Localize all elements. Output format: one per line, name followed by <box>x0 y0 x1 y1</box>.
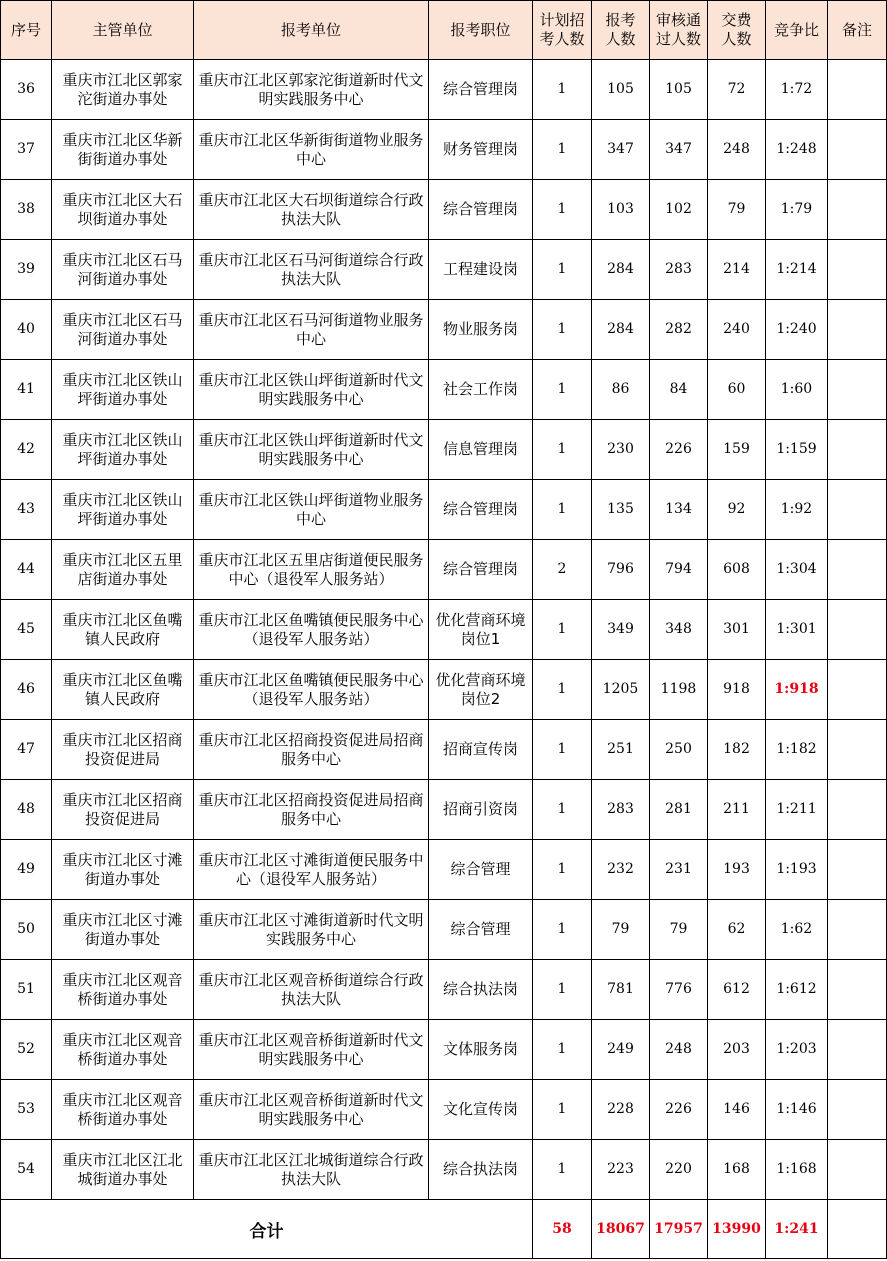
cell-unit: 重庆市江北区鱼嘴镇便民服务中心（退役军人服务站） <box>194 600 429 660</box>
cell-paid: 301 <box>708 600 766 660</box>
cell-plan: 1 <box>533 900 592 960</box>
cell-position: 招商引资岗 <box>429 780 533 840</box>
header-applied: 报考人数 <box>592 1 650 60</box>
cell-seq: 51 <box>1 960 52 1020</box>
header-position: 报考职位 <box>429 1 533 60</box>
cell-applied: 283 <box>592 780 650 840</box>
cell-seq: 54 <box>1 1140 52 1200</box>
cell-unit: 重庆市江北区招商投资促进局招商服务中心 <box>194 720 429 780</box>
cell-note <box>828 240 887 300</box>
cell-note <box>828 840 887 900</box>
cell-ratio: 1:79 <box>766 180 828 240</box>
cell-supervisor: 重庆市江北区寸滩街道办事处 <box>52 900 194 960</box>
cell-paid: 203 <box>708 1020 766 1080</box>
cell-seq: 48 <box>1 780 52 840</box>
cell-note <box>828 480 887 540</box>
cell-passed: 794 <box>650 540 708 600</box>
table-row <box>1 600 887 660</box>
cell-ratio: 1:72 <box>766 60 828 120</box>
cell-passed: 134 <box>650 480 708 540</box>
cell-note <box>828 780 887 840</box>
cell-position: 工程建设岗 <box>429 240 533 300</box>
cell-passed: 348 <box>650 600 708 660</box>
cell-plan: 1 <box>533 660 592 720</box>
cell-unit: 重庆市江北区鱼嘴镇便民服务中心（退役军人服务站） <box>194 660 429 720</box>
cell-supervisor: 重庆市江北区郭家沱街道办事处 <box>52 60 194 120</box>
cell-supervisor: 重庆市江北区招商投资促进局 <box>52 720 194 780</box>
cell-unit: 重庆市江北区寸滩街道便民服务中心（退役军人服务站） <box>194 840 429 900</box>
cell-position: 综合管理岗 <box>429 480 533 540</box>
total-passed: 17957 <box>650 1200 708 1259</box>
cell-position: 综合管理岗 <box>429 180 533 240</box>
header-seq: 序号 <box>1 1 52 60</box>
cell-unit: 重庆市江北区观音桥街道新时代文明实践服务中心 <box>194 1020 429 1080</box>
header-plan: 计划招考人数 <box>533 1 592 60</box>
total-paid: 13990 <box>708 1200 766 1259</box>
table-body <box>1 60 887 1200</box>
cell-applied: 228 <box>592 1080 650 1140</box>
cell-supervisor: 重庆市江北区大石坝街道办事处 <box>52 180 194 240</box>
cell-supervisor: 重庆市江北区江北城街道办事处 <box>52 1140 194 1200</box>
header-row <box>1 1 887 60</box>
cell-plan: 1 <box>533 1140 592 1200</box>
cell-position: 优化营商环境岗位2 <box>429 660 533 720</box>
cell-passed: 226 <box>650 1080 708 1140</box>
cell-supervisor: 重庆市江北区铁山坪街道办事处 <box>52 360 194 420</box>
cell-passed: 226 <box>650 420 708 480</box>
cell-plan: 1 <box>533 1020 592 1080</box>
header-supervisor: 主管单位 <box>52 1 194 60</box>
cell-plan: 1 <box>533 480 592 540</box>
cell-ratio: 1:918 <box>766 660 828 720</box>
table-row <box>1 840 887 900</box>
cell-paid: 159 <box>708 420 766 480</box>
cell-paid: 168 <box>708 1140 766 1200</box>
cell-position: 优化营商环境岗位1 <box>429 600 533 660</box>
cell-paid: 211 <box>708 780 766 840</box>
cell-applied: 223 <box>592 1140 650 1200</box>
cell-supervisor: 重庆市江北区招商投资促进局 <box>52 780 194 840</box>
cell-seq: 52 <box>1 1020 52 1080</box>
cell-passed: 776 <box>650 960 708 1020</box>
cell-ratio: 1:301 <box>766 600 828 660</box>
cell-applied: 781 <box>592 960 650 1020</box>
table-row <box>1 300 887 360</box>
cell-paid: 182 <box>708 720 766 780</box>
cell-ratio: 1:146 <box>766 1080 828 1140</box>
cell-plan: 1 <box>533 360 592 420</box>
cell-supervisor: 重庆市江北区石马河街道办事处 <box>52 240 194 300</box>
cell-unit: 重庆市江北区石马河街道物业服务中心 <box>194 300 429 360</box>
cell-note <box>828 900 887 960</box>
cell-plan: 1 <box>533 240 592 300</box>
cell-ratio: 1:182 <box>766 720 828 780</box>
cell-plan: 1 <box>533 60 592 120</box>
cell-seq: 36 <box>1 60 52 120</box>
total-row <box>1 1200 887 1259</box>
cell-position: 财务管理岗 <box>429 120 533 180</box>
cell-passed: 231 <box>650 840 708 900</box>
cell-paid: 214 <box>708 240 766 300</box>
header-paid: 交费人数 <box>708 1 766 60</box>
header-ratio: 竞争比 <box>766 1 828 60</box>
cell-ratio: 1:248 <box>766 120 828 180</box>
cell-unit: 重庆市江北区大石坝街道综合行政执法大队 <box>194 180 429 240</box>
cell-position: 文体服务岗 <box>429 1020 533 1080</box>
cell-position: 综合管理 <box>429 840 533 900</box>
cell-note <box>828 600 887 660</box>
cell-seq: 40 <box>1 300 52 360</box>
table-row <box>1 120 887 180</box>
cell-position: 综合管理岗 <box>429 540 533 600</box>
cell-passed: 250 <box>650 720 708 780</box>
cell-seq: 46 <box>1 660 52 720</box>
cell-note <box>828 1080 887 1140</box>
cell-plan: 1 <box>533 120 592 180</box>
table-row <box>1 420 887 480</box>
cell-unit: 重庆市江北区五里店街道便民服务中心（退役军人服务站） <box>194 540 429 600</box>
cell-passed: 79 <box>650 900 708 960</box>
total-ratio: 1:241 <box>766 1200 828 1259</box>
cell-note <box>828 120 887 180</box>
cell-supervisor: 重庆市江北区石马河街道办事处 <box>52 300 194 360</box>
cell-plan: 1 <box>533 780 592 840</box>
cell-applied: 230 <box>592 420 650 480</box>
cell-supervisor: 重庆市江北区鱼嘴镇人民政府 <box>52 600 194 660</box>
cell-position: 综合管理 <box>429 900 533 960</box>
cell-supervisor: 重庆市江北区华新街街道办事处 <box>52 120 194 180</box>
cell-unit: 重庆市江北区观音桥街道新时代文明实践服务中心 <box>194 1080 429 1140</box>
cell-supervisor: 重庆市江北区观音桥街道办事处 <box>52 1080 194 1140</box>
cell-unit: 重庆市江北区郭家沱街道新时代文明实践服务中心 <box>194 60 429 120</box>
cell-seq: 39 <box>1 240 52 300</box>
cell-position: 文化宣传岗 <box>429 1080 533 1140</box>
cell-ratio: 1:168 <box>766 1140 828 1200</box>
cell-paid: 62 <box>708 900 766 960</box>
table-row <box>1 540 887 600</box>
cell-supervisor: 重庆市江北区寸滩街道办事处 <box>52 840 194 900</box>
cell-applied: 796 <box>592 540 650 600</box>
cell-plan: 1 <box>533 960 592 1020</box>
cell-unit: 重庆市江北区铁山坪街道新时代文明实践服务中心 <box>194 360 429 420</box>
cell-plan: 1 <box>533 420 592 480</box>
cell-passed: 282 <box>650 300 708 360</box>
table-row <box>1 360 887 420</box>
cell-ratio: 1:214 <box>766 240 828 300</box>
cell-applied: 86 <box>592 360 650 420</box>
table-row <box>1 960 887 1020</box>
cell-seq: 44 <box>1 540 52 600</box>
cell-applied: 249 <box>592 1020 650 1080</box>
cell-paid: 193 <box>708 840 766 900</box>
cell-position: 信息管理岗 <box>429 420 533 480</box>
cell-applied: 347 <box>592 120 650 180</box>
table-row <box>1 1140 887 1200</box>
cell-paid: 60 <box>708 360 766 420</box>
cell-seq: 47 <box>1 720 52 780</box>
cell-ratio: 1:203 <box>766 1020 828 1080</box>
total-plan: 58 <box>533 1200 592 1259</box>
cell-supervisor: 重庆市江北区五里店街道办事处 <box>52 540 194 600</box>
cell-supervisor: 重庆市江北区铁山坪街道办事处 <box>52 480 194 540</box>
cell-seq: 37 <box>1 120 52 180</box>
cell-supervisor: 重庆市江北区铁山坪街道办事处 <box>52 420 194 480</box>
cell-applied: 135 <box>592 480 650 540</box>
cell-supervisor: 重庆市江北区观音桥街道办事处 <box>52 960 194 1020</box>
table-row <box>1 1020 887 1080</box>
header-unit: 报考单位 <box>194 1 429 60</box>
cell-paid: 248 <box>708 120 766 180</box>
table-footer <box>1 1200 887 1259</box>
table-row <box>1 900 887 960</box>
cell-paid: 240 <box>708 300 766 360</box>
cell-unit: 重庆市江北区华新街街道物业服务中心 <box>194 120 429 180</box>
cell-paid: 79 <box>708 180 766 240</box>
cell-plan: 2 <box>533 540 592 600</box>
cell-position: 综合执法岗 <box>429 960 533 1020</box>
cell-unit: 重庆市江北区寸滩街道新时代文明实践服务中心 <box>194 900 429 960</box>
cell-unit: 重庆市江北区铁山坪街道新时代文明实践服务中心 <box>194 420 429 480</box>
cell-applied: 284 <box>592 240 650 300</box>
cell-passed: 347 <box>650 120 708 180</box>
cell-ratio: 1:92 <box>766 480 828 540</box>
cell-applied: 1205 <box>592 660 650 720</box>
cell-passed: 220 <box>650 1140 708 1200</box>
cell-unit: 重庆市江北区铁山坪街道物业服务中心 <box>194 480 429 540</box>
cell-seq: 50 <box>1 900 52 960</box>
cell-ratio: 1:211 <box>766 780 828 840</box>
cell-passed: 248 <box>650 1020 708 1080</box>
cell-position: 综合执法岗 <box>429 1140 533 1200</box>
cell-supervisor: 重庆市江北区鱼嘴镇人民政府 <box>52 660 194 720</box>
cell-paid: 146 <box>708 1080 766 1140</box>
total-applied: 18067 <box>592 1200 650 1259</box>
cell-seq: 45 <box>1 600 52 660</box>
cell-applied: 349 <box>592 600 650 660</box>
cell-passed: 102 <box>650 180 708 240</box>
total-note <box>828 1200 887 1259</box>
cell-ratio: 1:60 <box>766 360 828 420</box>
cell-note <box>828 720 887 780</box>
cell-applied: 232 <box>592 840 650 900</box>
cell-note <box>828 540 887 600</box>
cell-passed: 1198 <box>650 660 708 720</box>
cell-seq: 38 <box>1 180 52 240</box>
cell-position: 社会工作岗 <box>429 360 533 420</box>
cell-note <box>828 300 887 360</box>
header-note: 备注 <box>828 1 887 60</box>
cell-plan: 1 <box>533 300 592 360</box>
cell-note <box>828 360 887 420</box>
cell-seq: 42 <box>1 420 52 480</box>
cell-seq: 41 <box>1 360 52 420</box>
cell-note <box>828 420 887 480</box>
table-row <box>1 1080 887 1140</box>
cell-unit: 重庆市江北区观音桥街道综合行政执法大队 <box>194 960 429 1020</box>
cell-plan: 1 <box>533 180 592 240</box>
cell-seq: 49 <box>1 840 52 900</box>
table-row <box>1 240 887 300</box>
table-row <box>1 780 887 840</box>
cell-unit: 重庆市江北区石马河街道综合行政执法大队 <box>194 240 429 300</box>
cell-ratio: 1:304 <box>766 540 828 600</box>
cell-applied: 251 <box>592 720 650 780</box>
cell-applied: 79 <box>592 900 650 960</box>
cell-note <box>828 60 887 120</box>
cell-paid: 72 <box>708 60 766 120</box>
cell-passed: 105 <box>650 60 708 120</box>
cell-supervisor: 重庆市江北区观音桥街道办事处 <box>52 1020 194 1080</box>
cell-applied: 284 <box>592 300 650 360</box>
cell-note <box>828 960 887 1020</box>
cell-passed: 283 <box>650 240 708 300</box>
cell-paid: 92 <box>708 480 766 540</box>
cell-unit: 重庆市江北区招商投资促进局招商服务中心 <box>194 780 429 840</box>
table-row <box>1 480 887 540</box>
total-label: 合计 <box>1 1200 533 1259</box>
cell-applied: 103 <box>592 180 650 240</box>
cell-unit: 重庆市江北区江北城街道综合行政执法大队 <box>194 1140 429 1200</box>
table-row <box>1 60 887 120</box>
table-row <box>1 720 887 780</box>
cell-position: 招商宣传岗 <box>429 720 533 780</box>
cell-position: 综合管理岗 <box>429 60 533 120</box>
table-header <box>1 1 887 60</box>
cell-plan: 1 <box>533 840 592 900</box>
cell-ratio: 1:62 <box>766 900 828 960</box>
cell-ratio: 1:159 <box>766 420 828 480</box>
cell-note <box>828 180 887 240</box>
table-row <box>1 660 887 720</box>
cell-ratio: 1:193 <box>766 840 828 900</box>
cell-seq: 43 <box>1 480 52 540</box>
cell-plan: 1 <box>533 600 592 660</box>
cell-plan: 1 <box>533 1080 592 1140</box>
cell-note <box>828 1140 887 1200</box>
cell-passed: 281 <box>650 780 708 840</box>
cell-note <box>828 660 887 720</box>
cell-paid: 918 <box>708 660 766 720</box>
cell-seq: 53 <box>1 1080 52 1140</box>
cell-ratio: 1:612 <box>766 960 828 1020</box>
table-row <box>1 180 887 240</box>
cell-position: 物业服务岗 <box>429 300 533 360</box>
cell-applied: 105 <box>592 60 650 120</box>
cell-paid: 608 <box>708 540 766 600</box>
cell-note <box>828 1020 887 1080</box>
cell-plan: 1 <box>533 720 592 780</box>
cell-paid: 612 <box>708 960 766 1020</box>
header-passed: 审核通过人数 <box>650 1 708 60</box>
cell-ratio: 1:240 <box>766 300 828 360</box>
cell-passed: 84 <box>650 360 708 420</box>
